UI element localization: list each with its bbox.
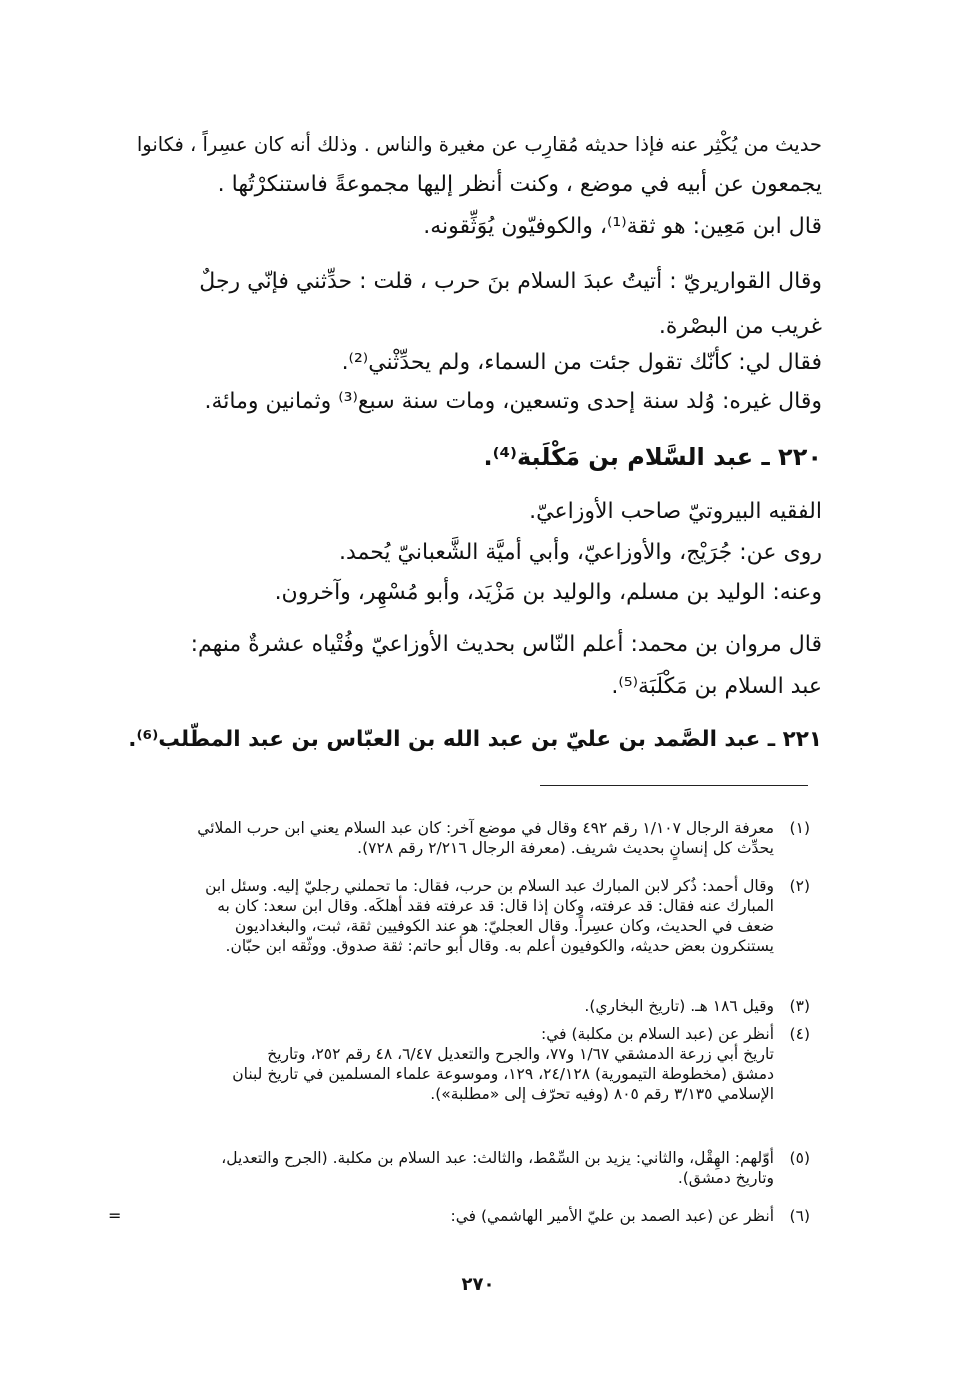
footnote [122, 1024, 810, 1104]
footnote [122, 996, 810, 1016]
page-number: ٢٧٠ [461, 1274, 495, 1295]
entry-heading-220: ٢٢٠ ـ عبد السَّلام بن مَكْلَبة⁽⁴⁾. [483, 443, 822, 471]
footnote-line: يحدِّث كل إنسانٍ بحديث شريف. (معرفة الرجال ٢/٢١٦ رقم ٧٢٨). [357, 839, 774, 857]
footnote-line: أوّلهم: الهِقْل، والثاني: يزيد بن السِّمْط، والثالث: عبد السلام بن مكلبة. (الجرح والتعديل، [221, 1149, 774, 1167]
paragraph-line: قال ابن مَعِين: هو ثقة⁽¹⁾، والكوفيّون يُوَثِّقونه. [423, 214, 822, 239]
footnote-line: وقال أحمد: ذُكر لابن المبارك عبد السلام بن حرب، فقال: ما تحملني رجليّ إليه. وسئل ابن [205, 877, 774, 895]
paragraph-line: وعنه: الوليد بن مسلم، والوليد بن مَزْيَد، وأبو مُسْهِر، وآخرون. [274, 580, 822, 605]
footnote [122, 1206, 810, 1226]
footnote-line: المبارك عنه فقال: قد عرفته، وكان إذا قال: قد عرفته فقد أهلكَه. وقال ابن سعد: كان به [217, 897, 774, 915]
entry-heading-221: ٢٢١ ـ عبد الصَّمد بن عليّ بن عبد الله بن العبّاس بن عبد المطّلب⁽⁶⁾. [128, 727, 822, 752]
footnote [122, 876, 810, 956]
paragraph-line: قال مروان بن محمد: أعلم النّاس بحديث الأوزاعيّ وفُتْياه عشرةٌ منهم: [190, 632, 822, 657]
paragraph-line: عبد السلام بن مَكْلَبَة⁽⁵⁾. [611, 674, 822, 699]
footnote-separator [540, 785, 808, 786]
paragraph-line: يجمعون عن أبيه في موضع ، وكنت أنظر إليها مجموعةً فاستنكرْتُها . [217, 172, 822, 197]
paragraph-line: الفقيه البيروتيّ صاحب الأوزاعيّ. [529, 499, 822, 524]
footnote-number: (٣) [789, 997, 810, 1015]
footnote-number: (٥) [789, 1149, 810, 1167]
paragraph-line: وقال غيره: وُلد سنة إحدى وتسعين، ومات سنة سبع⁽³⁾ وثمانين ومائة. [204, 389, 822, 414]
footnote-line: الإسلامي ٣/١٣٥ رقم ٨٠٥ (وفيه تحرّف إلى «مطلبة»). [430, 1085, 774, 1103]
paragraph-line: غريب من البصْرة. [658, 314, 822, 339]
footnote [122, 1148, 810, 1188]
paragraph-line: روى عن: جُرَيْج، والأوزاعيّ، وأبي أميَّة الشَّعبانيّ يُحمد. [338, 540, 822, 565]
footnote-line: معرفة الرجال ١/١٠٧ رقم ٤٩٢ وقال في موضع آخر: كان عبد السلام يعني ابن حرب الملائي [197, 819, 774, 837]
footnote-line: يستنكرون بعض حديثه، والكوفيون أعلم به. وقال أبو حاتم: ثقة صدوق. ووثّقه ابن حبّان. [225, 937, 774, 955]
footnote [122, 818, 810, 858]
footnote-line: أنظر عن (عبد الصمد بن عليّ الأمير الهاشمي) في: [450, 1207, 774, 1225]
footnote-line: ضعف في الحديث، وكان عسِراً. وقال العجليّ: هو عند الكوفيين ثقة، ثبت، والبغداديون [234, 917, 774, 935]
paragraph-line: حديث من يُكْثِر عنه فإذا حديثه مُقارِب عن مغيرة والناس . وذلك أنه كان عسِراً ، فكانوا [136, 133, 822, 156]
footnote-line: أنظر عن (عبد السلام بن مكلبة) في: [541, 1025, 774, 1043]
paragraph-line: فقال لي: كأنّك تقول جئت من السماء، ولم يحدِّثْني⁽²⁾. [341, 350, 822, 375]
footnote-number: (٦) [789, 1207, 810, 1225]
footnote-line: دمشق (مخطوطة التيمورية) ٢٤/١٢٨، ١٢٩، وموسوعة علماء المسلمين في تاريخ لبنان [232, 1065, 774, 1083]
footnote-line: وقيل ١٨٦ هـ. (تاريخ البخاري). [584, 997, 774, 1015]
paragraph-line: وقال القواريريّ : أتيتُ عبدَ السلام بنَ حرب ، قلت : حدِّثني فإنّي رجلٌ [199, 269, 822, 294]
footnote-number: (١) [789, 819, 810, 837]
footnote-line: وتاريخ دمشق). [677, 1169, 774, 1187]
continuation-mark: = [108, 1206, 122, 1225]
footnote-line: تاريخ أبي زرعة الدمشقي ١/٦٧ و٧٧، والجرح والتعديل ٦/٤٧، ٤٨ رقم ٢٥٢، وتاريخ [267, 1045, 774, 1063]
footnote-number: (٤) [789, 1025, 810, 1043]
footnote-number: (٢) [789, 877, 810, 895]
